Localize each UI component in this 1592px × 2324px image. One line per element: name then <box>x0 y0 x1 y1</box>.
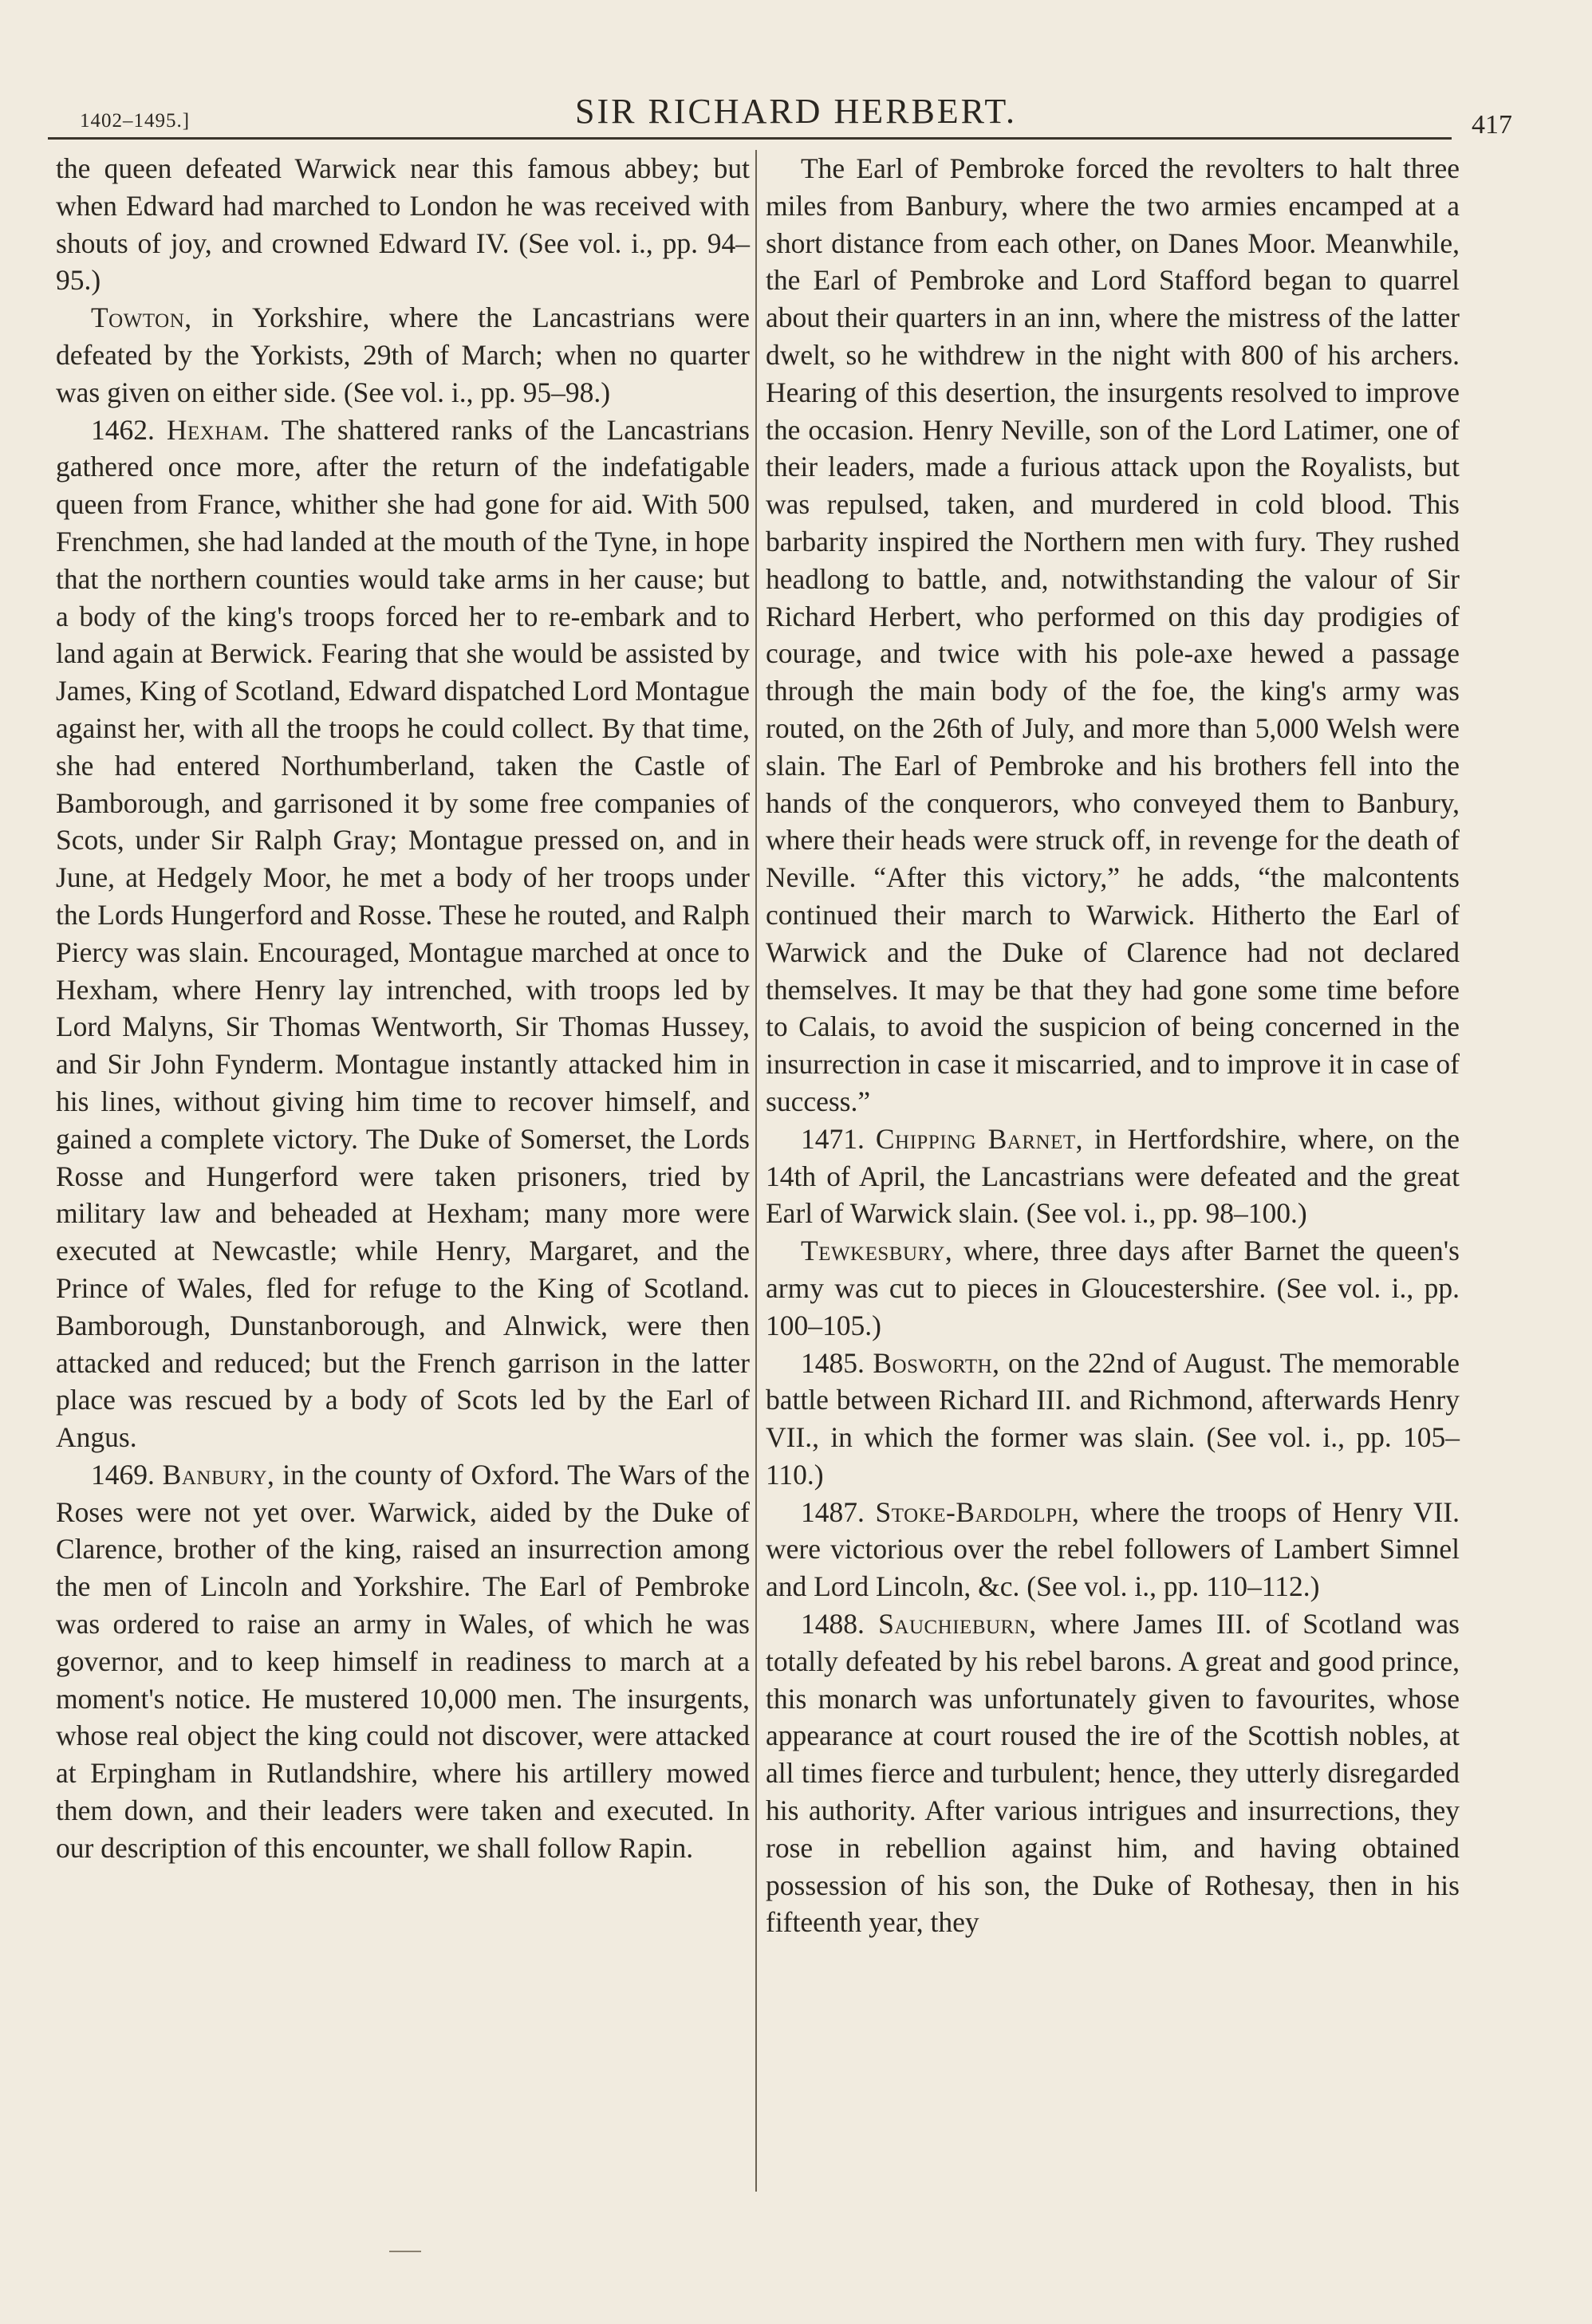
entry-text: The shattered ranks of the Lancastrians gathered once more, after the return of the indefatigable queen from France, whither she had gone for aid. With 500 Frenchmen, she had landed at the mouth of the Tyne, in hope that the northern counties would take arms in her cause; but a body of the king's troops forced her to re-embark and to land again at Berwick. Fearing that she would be assisted by James, King of Scotland, Edward dispatched Lord Montague against her, with all the troops he could collect. By that time, she had entered Northumberland, taken the Castle of Bamborough, and garrisoned it by some free companies of Scots, under Sir Ralph Gray; Montague pressed on, and in June, at Hedgely Moor, he met a body of her troops under the Lords Hungerford and Rosse. These he routed, and Ralph Piercy was slain. Encouraged, Montague marched at once to Hexham, where Henry lay intrenched, with troops led by Lord Malyns, Sir Thomas Wentworth, Sir Thomas Hussey, and Sir John Fynderm. Montague instantly attacked him in his lines, without giving him time to recover himself, and gained a complete victory. The Duke of Somerset, the Lords Rosse and Hungerford were taken prisoners, tried by military law and beheaded at Hexham; many more were executed at Newcastle; while Henry, Margaret, and the Prince of Wales, fled for refuge to the King of Scotland. Bamborough, Dunstanborough, and Alnwick, were then attacked and reduced; but the French garrison in the latter place was rescued by a body of Scots led by the Earl of Angus. <box>56 413 750 1454</box>
entry-year: 1488. <box>801 1608 879 1641</box>
footer-mark <box>389 2251 421 2252</box>
entry-text: where, three days after Barnet the queen's army was cut to pieces in Gloucestershire. (See vol. i., pp. 100–105.) <box>766 1235 1460 1341</box>
entry-heading: Towton, <box>91 301 192 334</box>
paragraph-stoke-bardolph <box>766 1494 1460 1605</box>
paragraph: The Earl of Pembroke forced the revolters to halt three miles from Banbury, where the two armies encamped at a short distance from each other, on Danes Moor. Meanwhile, the Earl of Pembroke and Lord Stafford began to quarrel about their quarters in an inn, where the mistress of the latter dwelt, so he withdrew in the night with 800 of his archers. Hearing of this desertion, the insurgents resolved to improve the occasion. Henry Neville, son of the Lord Latimer, one of their leaders, made a furious attack upon the Royalists, but was repulsed, taken, and murdered in cold blood. This barbarity inspired the Northern men with fury. They rushed headlong to battle, and, notwithstanding the valour of Sir Richard Herbert, who performed on this day prodigies of courage, and twice with his pole-axe hewed a passage through the main body of the foe, the king's army was routed, on the 26th of July, and more than 5,000 Welsh were slain. The Earl of Pembroke and his brothers fell into the hands of the conquerors, who conveyed them to Banbury, where their heads were struck off, in revenge for the death of Neville. “After this victory,” he adds, “the malcontents continued their march to Warwick. Hitherto the Earl of Warwick and the Duke of Clarence had not declared themselves. It may be that they had gone some time before to Calais, to avoid the suspicion of being concerned in the insurrection in case it miscarried, and to improve it in case of success.” <box>766 152 1460 1117</box>
entry-text: where the troops of Henry VII. were victorious over the rebel followers of Lambert Simnel and Lord Lincoln, &c. (See vol. i., pp. 110–112.) <box>766 1495 1460 1603</box>
entry-text: on the 22nd of August. The memorable battle between Richard III. and Richmond, afterwards Henry VII., in which the former was slain. (See vol. i., pp. 105–110.) <box>766 1346 1460 1491</box>
entry-heading: Tewkesbury, <box>801 1235 953 1267</box>
right-column <box>766 150 1460 1941</box>
entry-text: where James III. of Scotland was totally defeated by his rebel barons. A great and good prince, this monarch was unfortunately given to favourites, whose appearance at court roused the ire of the Scottish nobles, at all times fierce and turbulent; hence, they utterly disregarded his authority. After various intrigues and insurrections, they rose in rebellion against him, and having obtained possession of his son, the Duke of Rothesay, then in his fifteenth year, they <box>766 1608 1460 1939</box>
entry-text: in Hertfordshire, where, on the 14th of April, the Lancastrians were defeated and the great Earl of Warwick slain. (See vol. i., pp. 98–100.) <box>766 1122 1460 1230</box>
paragraph-sauchieburn <box>766 1605 1460 1941</box>
entry-heading: Bosworth, <box>873 1346 1000 1379</box>
running-head <box>48 86 1544 142</box>
paragraph-chipping-barnet <box>766 1121 1460 1232</box>
left-column <box>56 150 750 1867</box>
entry-heading: Chipping Barnet, <box>875 1122 1083 1155</box>
header-rule <box>48 137 1452 140</box>
paragraph-hexham <box>56 412 750 1456</box>
entry-year: 1462. <box>91 413 167 446</box>
column-divider <box>755 150 757 2192</box>
page-title: SIR RICHARD HERBERT. <box>574 92 1018 131</box>
entry-heading: Sauchieburn, <box>878 1608 1037 1641</box>
paragraph-bosworth <box>766 1345 1460 1494</box>
paragraph: the queen defeated Warwick near this famous abbey; but when Edward had marched to London he was received with shouts of joy, and crowned Edward IV. (See vol. i., pp. 94–95.) <box>56 152 750 297</box>
paragraph-banbury <box>56 1456 750 1867</box>
entry-heading: Banbury, <box>162 1458 275 1491</box>
entry-text: in Yorkshire, where the Lancastrians were defeated by the Yorkists, 29th of March; when no quarter was given on either side. (See vol. i., pp. 95–98.) <box>56 301 750 408</box>
entry-year: 1469. <box>91 1458 163 1491</box>
paragraph-tewkesbury <box>766 1232 1460 1344</box>
entry-year: 1487. <box>801 1495 876 1528</box>
entry-heading: Hexham. <box>166 413 270 446</box>
entry-heading: Stoke-Bardolph, <box>875 1495 1080 1528</box>
paragraph-towton <box>56 299 750 411</box>
entry-year: 1471. <box>801 1122 876 1155</box>
page-number: 417 <box>1472 110 1512 140</box>
entry-year: 1485. <box>801 1346 873 1379</box>
entry-text: in the county of Oxford. The Wars of the Roses were not yet over. Warwick, aided by the Duke of Clarence, brother of the king, raised an insurrection among the men of Lincoln and Yorkshire. The Earl of Pembroke was ordered to raise an army in Wales, of which he was governor, and to keep himself in readiness to march at a moment's notice. He mustered 10,000 men. The insurgents, whose real object the king could not discover, were attacked at Erpingham in Rutlandshire, where his artillery mowed them down, and their leaders were taken and executed. In our description of this encounter, we shall follow Rapin. <box>56 1458 750 1864</box>
date-range: 1402–1495.] <box>80 110 191 132</box>
